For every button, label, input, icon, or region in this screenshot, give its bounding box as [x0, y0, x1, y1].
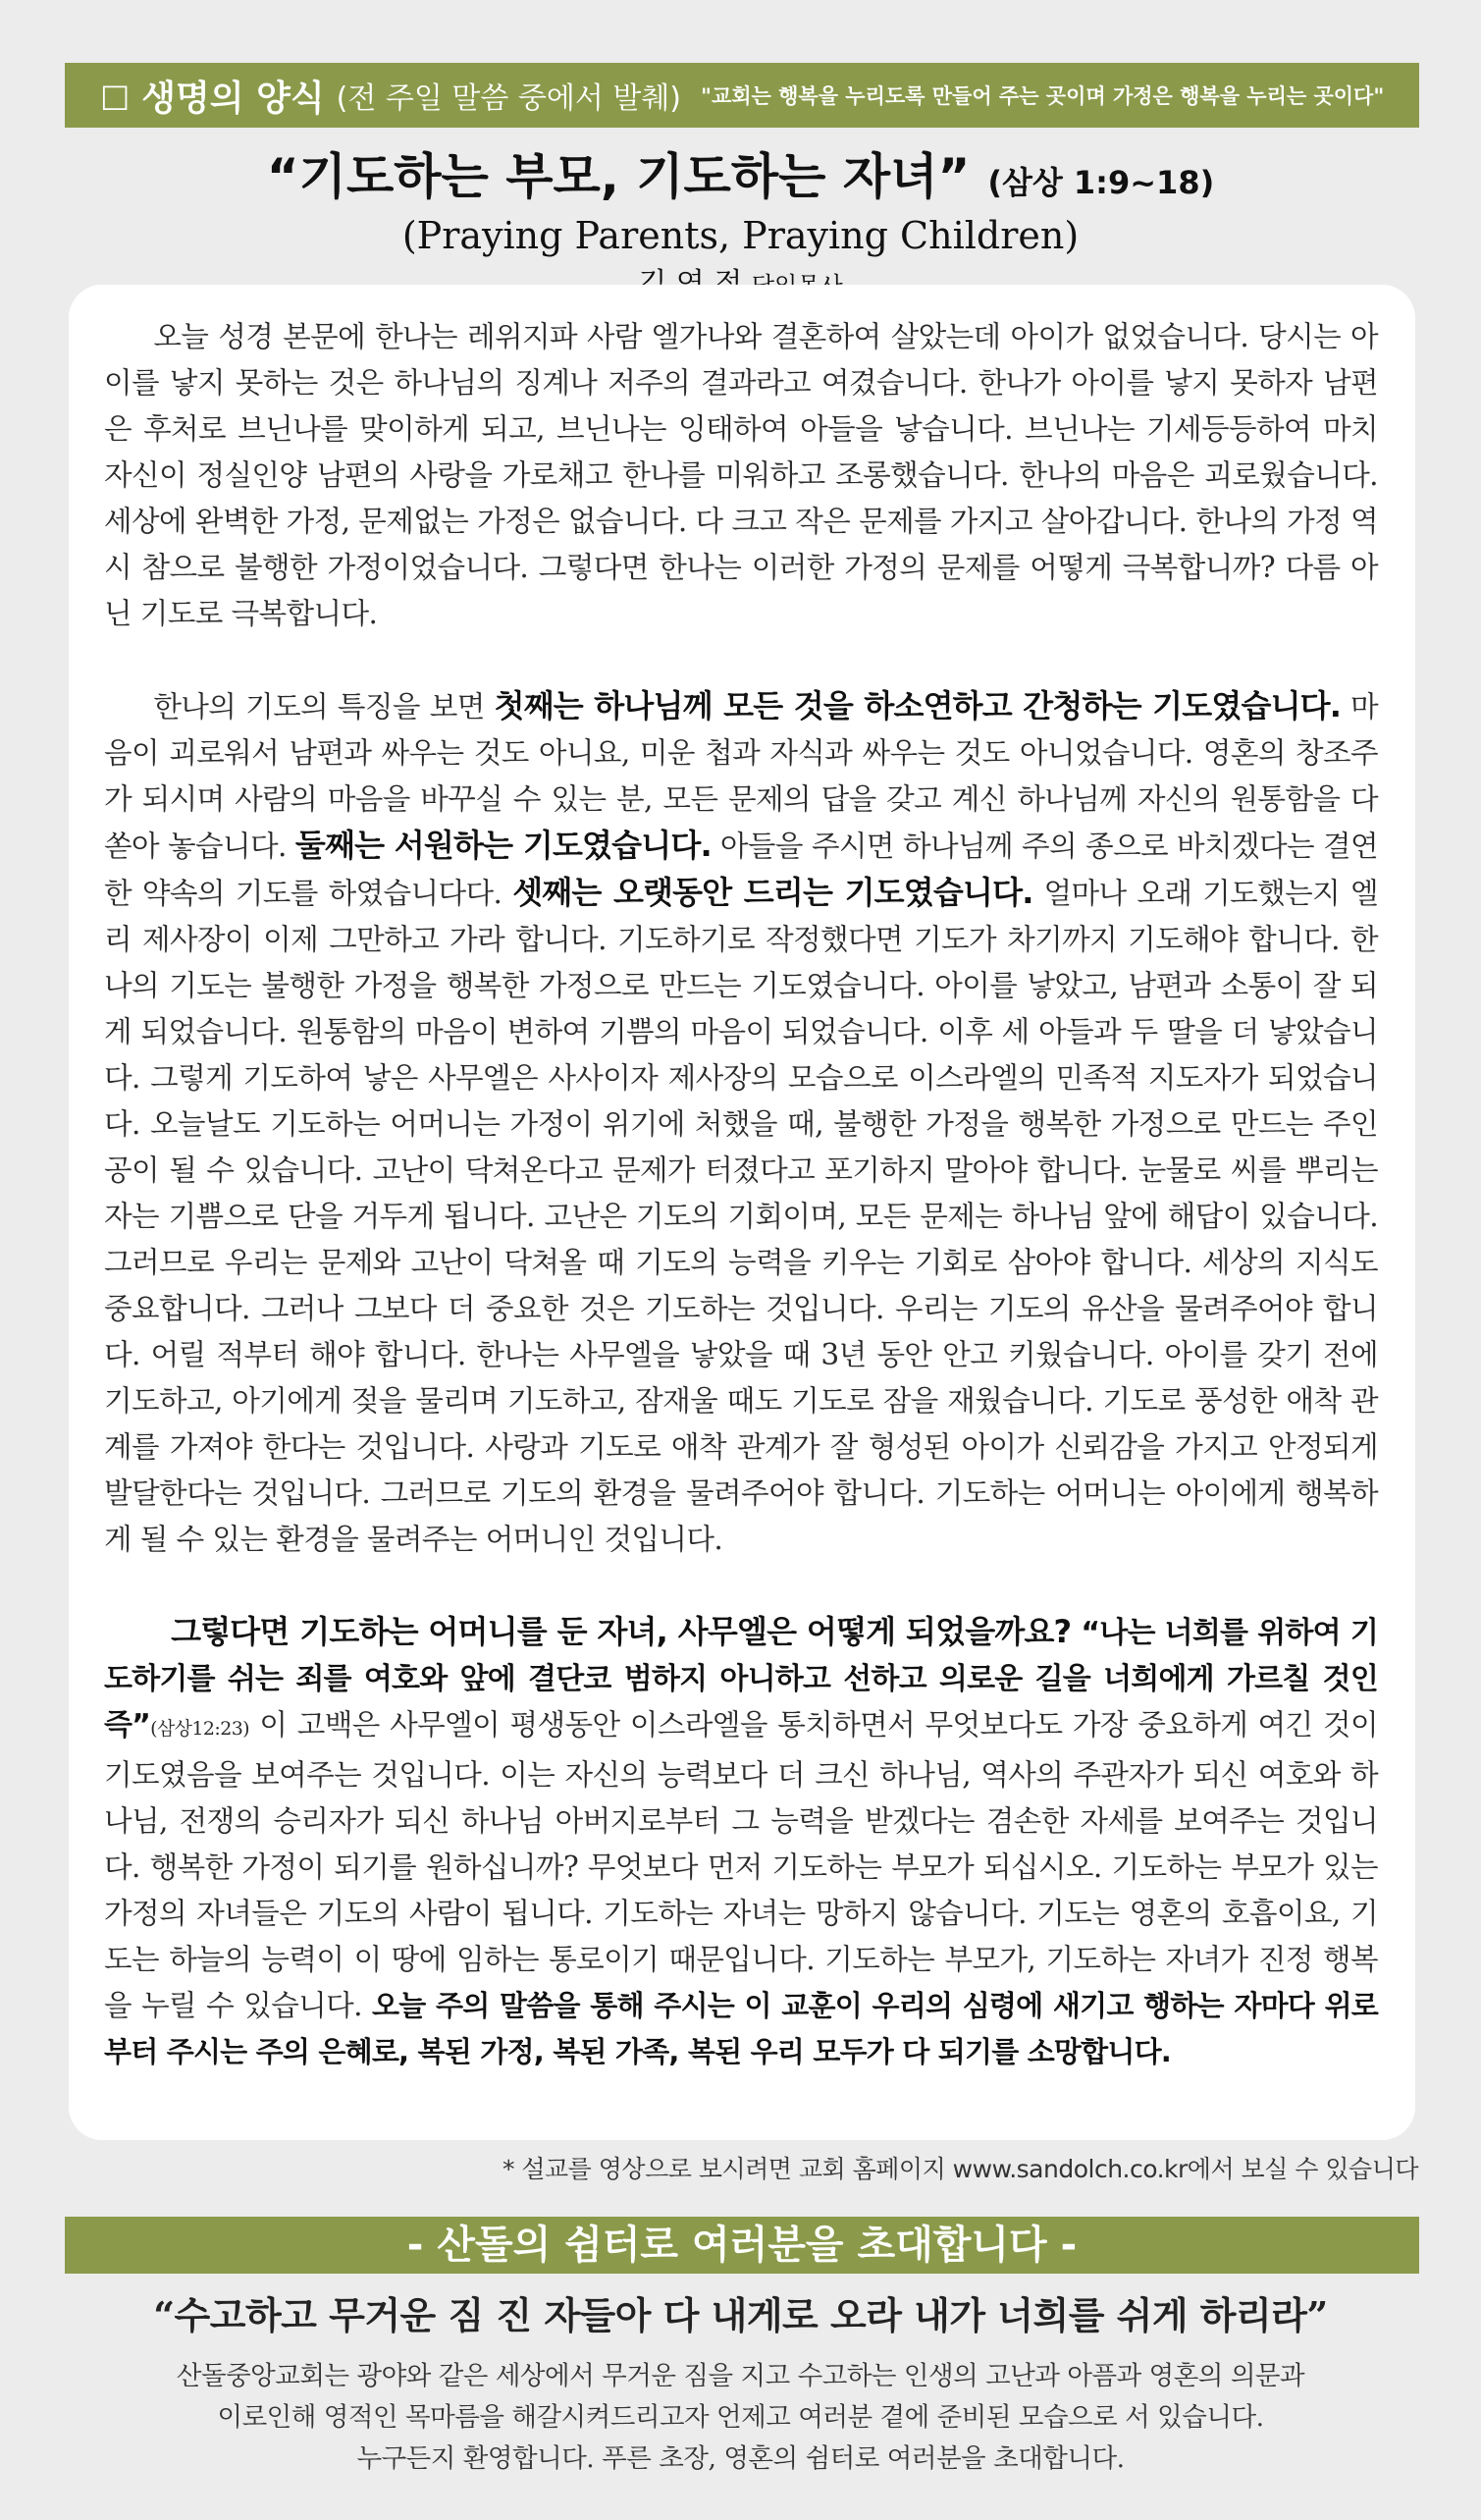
p2-third-point: 셋째는 오랫동안 드리는 기도였습니다.: [512, 874, 1033, 911]
p3-closing-blessing: 오늘 주의 말씀을 통해 주시는 이 교훈이 우리의 심령에 새기고 행하는 자마다 위로부터 주시는 주의 은혜로, 복된 가정, 복된 가족, 복된 우리 모두가 다 되기를 소망합니다.: [104, 1989, 1378, 2068]
p2-text-a: 한나의 기도의 특징을 보면: [153, 690, 495, 724]
sermon-title-english: (Praying Parents, Praying Children): [401, 214, 1080, 257]
header-quote: "교회는 행복을 누리도록 만들어 주는 곳이며 가정은 행복을 누리는 곳이다": [701, 84, 1385, 108]
church-intro-line-3: 누구든지 환영합니다. 푸른 초장, 영혼의 쉼터로 여러분을 초대합니다.: [356, 2443, 1125, 2474]
church-intro-line-2: 이로인해 영적인 목마름을 해갈시켜드리고자 언제고 여러분 곁에 준비된 모습으로 서 있습니다.: [217, 2402, 1264, 2433]
section-header: [65, 63, 1419, 128]
sermon-paragraph-2: [104, 683, 1378, 1563]
section-label: 생명의 양식: [141, 78, 325, 119]
invite-banner: - 산돌의 쉼터로 여러분을 초대합니다 -: [65, 2217, 1419, 2274]
title-block: [0, 137, 1481, 302]
scripture-reference: (삼상 1:9~18): [987, 164, 1215, 201]
church-intro-line-1: 산돌중앙교회는 광야와 같은 세상에서 무거운 짐을 지고 수고하는 인생의 고난과 아픔과 영혼의 의문과: [176, 2361, 1305, 2391]
p2-text-e: 아들을 주시면 하나님께 주의 종으로 바치겠다는 결연한 약속의 기도를 하였습니다다.: [104, 830, 1378, 910]
p2-text-c: 마음이 괴로워서 남편과 싸우는 것도 아니요, 미운 첩과 자식과 싸우는 것도 아니었습니다. 영혼의 창조주가 되시며 사람의 마음을 바꾸실 수 있는 분, 모든 문제의 답을 갖고 계신 하나님께 자신의 원통함을 다 쏟아 놓습니다.: [104, 690, 1378, 863]
church-intro: [0, 2356, 1481, 2480]
p2-text-g: 얼마나 오래 기도했는지 엘리 제사장이 이제 그만하고 가라 합니다. 기도하기로 작정했다면 기도가 차기까지 기도해야 합니다. 한나의 기도는 불행한 가정을 행복한 가정으로 만드는 기도였습니다. 아이를 낳았고, 남편과 소통이 잘 되게 되었습니다. 원통함의 마음이 변하여 기쁨의 마음이 되었습니다. 이후 세 아들과 두 딸을 더 낳았습니다. 그렇게 기도하여 낳은 사무엘은 사사이자 제사장의 모습으로 이스라엘의 민족적 지도자가 되었습니다. 오늘날도 기도하는 어머니는 가정이 위기에 처했을 때, 불행한 가정을 행복한 가정으로 만드는 주인공이 될 수 있습니다. 고난이 닥쳐온다고 문제가 터졌다고 포기하지 말아야 합니다. 눈물로 씨를 뿌리는 자는 기쁨으로 단을 거두게 됩니다. 고난은 기도의 기회이며, 모든 문제는 하나님 앞에 해답이 있습니다. 그러므로 우리는 문제와 고난이 닥쳐올 때 기도의 능력을 키우는 기회로 삼아야 합니다. 세상의 지식도 중요합니다. 그러나 그보다 더 중요한 것은 기도하는 것입니다. 우리는 기도의 유산을 물려주어야 합니다. 어릴 적부터 해야 합니다. 한나는 사무엘을 낳았을 때 3년 동안 안고 키웠습니다. 아이를 갖기 전에 기도하고, 아기에게 젖을 물리며 기도하고, 잠재울 때도 기도로 잠을 재웠습니다. 기도로 풍성한 애착 관계를 가져야 한다는 것입니다. 사랑과 기도로 애착 관계가 잘 형성된 아이가 신뢰감을 가지고 안정되게 발달한다는 것입니다. 그러므로 기도의 환경을 물려주어야 합니다. 기도하는 어머니는 아이에게 행복하게 될 수 있는 환경을 물려주는 어머니인 것입니다.: [104, 877, 1378, 1556]
video-note: * 설교를 영상으로 보시려면 교회 홈페이지 www.sandolch.co.kr에서 보실 수 있습니다: [502, 2155, 1418, 2183]
checkbox-square-icon: □: [100, 77, 131, 114]
p3-citation: (삼상12:23): [150, 1718, 249, 1740]
sermon-body: [69, 285, 1415, 2140]
sermon-paragraph-3: [104, 1609, 1378, 2075]
p3-question: 그렇다면 기도하는 어머니를 둔 자녀, 사무엘은 어떻게 되었을까요?: [171, 1613, 1072, 1650]
p3-text-c: 이 고백은 사무엘이 평생동안 이스라엘을 통치하면서 무엇보다도 가장 중요하게 여긴 것이 기도였음을 보여주는 것입니다. 이는 자신의 능력보다 더 크신 하나님, 역사의 주관자가 되신 여호와 하나님, 전쟁의 승리자가 되신 하나님 아버지로부터 그 능력을 받겠다는 겸손한 자세를 보여주는 것입니다. 행복한 가정이 되기를 원하십니까? 무엇보다 먼저 기도하는 부모가 되십시오. 기도하는 부모가 있는 가정의 자녀들은 기도의 사람이 됩니다. 기도하는 자녀는 망하지 않습니다. 기도는 영혼의 호흡이요, 기도는 하늘의 능력이 이 땅에 임하는 통로이기 때문입니다. 기도하는 부모가, 기도하는 자녀가 진정 행복을 누릴 수 있습니다.: [104, 1708, 1378, 2022]
sermon-title: [0, 137, 1481, 208]
invite-verse: “수고하고 무거운 짐 진 자들아 다 내게로 오라 내가 너희를 쉬게 하리라”: [153, 2293, 1328, 2337]
p3-scripture-quote: “나는 너희를 위하여 기도하기를 쉬는 죄를 여호와 앞에 결단코 범하지 아니하고 선하고 의로운 길을 너희에게 가르칠 것인즉”: [104, 1616, 1378, 1743]
sermon-title-text: “기도하는 부모, 기도하는 자녀”: [266, 148, 971, 205]
section-sub: (전 주일 말씀 중에서 발췌): [336, 81, 682, 116]
p2-second-point: 둘째는 서원하는 기도였습니다.: [294, 827, 712, 864]
p2-first-point: 첫째는 하나님께 모든 것을 하소연하고 간청하는 기도였습니다.: [494, 687, 1342, 724]
sermon-paragraph-1: 오늘 성경 본문에 한나는 레위지파 사람 엘가나와 결혼하여 살았는데 아이가 없었습니다. 당시는 아이를 낳지 못하는 것은 하나님의 징계나 저주의 결과라고 여겼습니다. 한나가 아이를 낳지 못하자 남편은 후처로 브닌나를 맞이하게 되고, 브닌나는 잉태하여 아들을 낳습니다. 브닌나는 기세등등하여 마치 자신이 정실인양 남편의 사랑을 가로채고 한나를 미워하고 조롱했습니다. 한나의 마음은 괴로웠습니다. 세상에 완벽한 가정, 문제없는 가정은 없습니다. 다 크고 작은 문제를 가지고 살아갑니다. 한나의 가정 역시 참으로 불행한 가정이었습니다. 그렇다면 한나는 이러한 가정의 문제를 어떻게 극복합니까? 다름 아닌 기도로 극복합니다.: [104, 320, 1378, 630]
